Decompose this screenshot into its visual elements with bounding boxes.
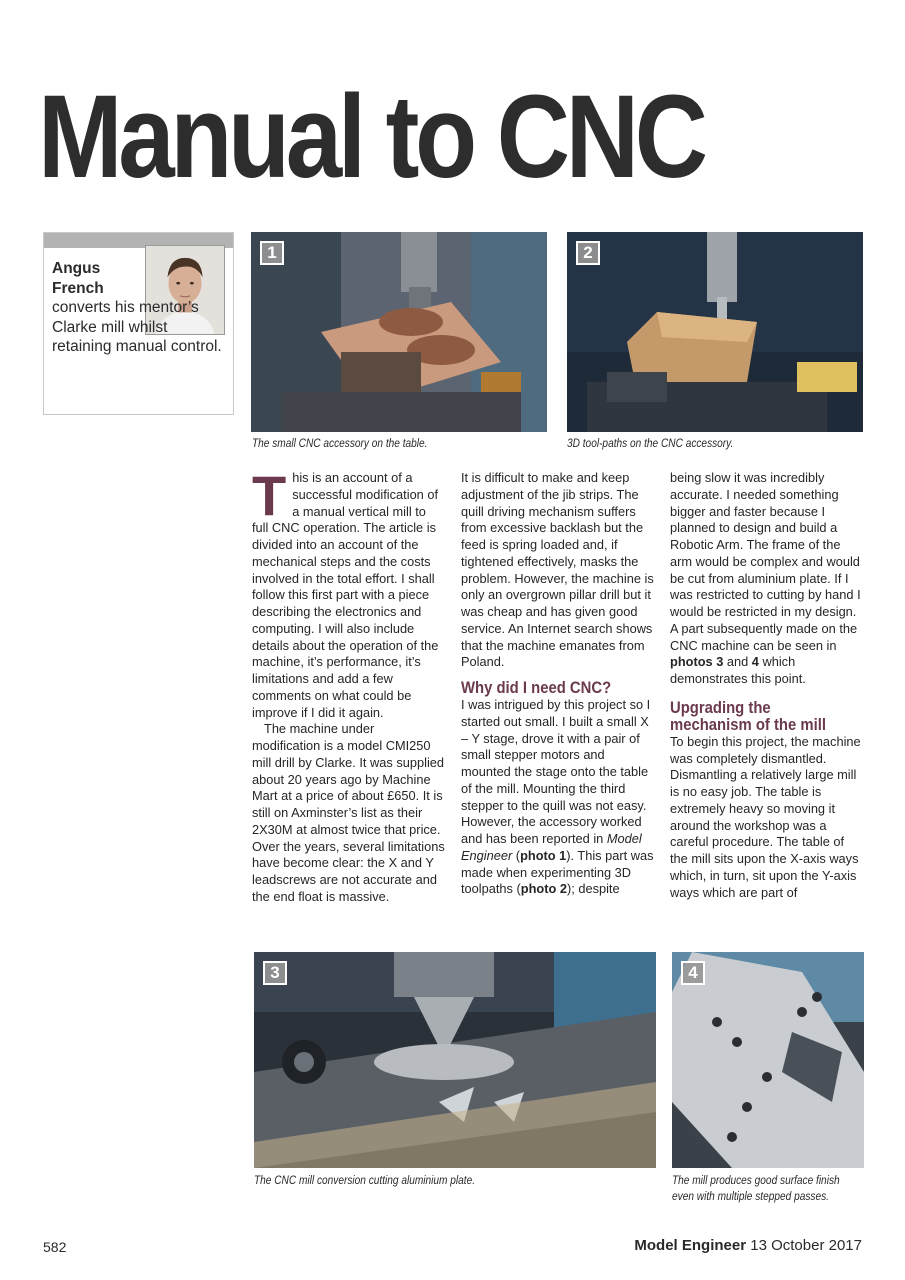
- author-box: [43, 232, 234, 415]
- subheading-upgrading-line2: mechanism of the mill: [670, 715, 826, 734]
- photo-2-ref: photo 2: [520, 881, 567, 897]
- col2-para1: It is difficult to make and keep adjustment of the jib strips. The quill driving mechanism suffers from excessive backlash but the feed is spring loaded and, if tightened effectively, masks the problem. However, the machine is only an overgrown pillar drill but it was cheap and has given good service. An Internet search shows that the machine emanates from Poland.: [461, 470, 654, 670]
- author-first-name: Angus: [52, 260, 101, 277]
- and-text: and: [723, 654, 752, 670]
- photo-4-caption: The mill produces good surface finish even with multiple stepped passes.: [672, 1175, 840, 1203]
- photo-1-caption: The small CNC accessory on the table.: [252, 438, 428, 450]
- author-intro: [52, 259, 230, 357]
- photo-2: [567, 232, 863, 432]
- photo-3-caption: The CNC mill conversion cutting aluminium plate.: [254, 1175, 476, 1187]
- col2-para2-text-a: I was intrigued by this project so I started out small. I built a small X – Y stage, drove it with a pair of small stepper motors and mounted the stage onto the table of the mill. Mounting the third stepper to the quill was not easy. However, the accessory worked and has been reported in: [461, 697, 651, 846]
- photo-2-number: 2: [576, 241, 600, 265]
- photo-1-image: [251, 232, 547, 432]
- col2-para2-text-b: ). This part was made when experimenting 3D toolpaths (: [461, 847, 654, 897]
- author-last-name: French: [52, 279, 104, 297]
- subheading-upgrading-line1: Upgrading the: [670, 698, 771, 717]
- col1-para2: The machine under modification is a model CMI250 mill drill by Clarke. It was supplied about 20 years ago by Machine Mart at a price of about £650. It is still on Axminster’s list as their 2X30M at almost twice that price. Over the years, several limitations have become clear: the X and Y leadscrews are not accurate and the end float is massive.: [252, 721, 445, 904]
- photo-2-image: [567, 232, 863, 432]
- body-column-2: [461, 470, 654, 898]
- body-column-1: [252, 464, 445, 906]
- drop-cap: T: [252, 464, 287, 527]
- photos-3-ref: photos 3: [670, 654, 724, 670]
- col1-para1: his is an account of a successful modification of a manual vertical mill to full CNC operation. The article is divided into an account of the mechanical steps and the costs involved in the total effort. I shall follow this first part with a piece describing the electronics and computing. I will also include details about the operation of the machine, it’s performance, it’s limitations and add a few comments on what could be improve if I did it again.: [252, 470, 439, 720]
- photo-4-ref: 4: [751, 654, 759, 670]
- photo-3-image: [254, 952, 656, 1168]
- col2-para2-text-c: ); despite: [566, 881, 620, 897]
- footer-masthead: [634, 1237, 862, 1254]
- footer-date: 13 October 2017: [750, 1237, 862, 1254]
- col3-para1: [670, 470, 863, 688]
- photo-1-ref: photo 1: [520, 847, 567, 863]
- photo-4-number: 4: [681, 961, 705, 985]
- journal-name: Model Engineer: [461, 831, 642, 863]
- photo-1-number: 1: [260, 241, 284, 265]
- photo-3: [254, 952, 656, 1168]
- page-number: 582: [43, 1239, 67, 1255]
- col3-para1-text-b: which demonstrates this point.: [670, 654, 806, 686]
- body-column-3: [670, 470, 863, 901]
- col3-para1-text-a: being slow it was incredibly accurate. I needed something bigger and faster because I planned to design and build a Robotic Arm. The frame of the arm would be complex and would be cut from aluminium plate. If I was restricted to cutting by hand I would be restricted in my design. A part subsequently made on the CNC machine can be seen in: [670, 470, 861, 653]
- photo-3-number: 3: [263, 961, 287, 985]
- article-title: Manual to CNC: [38, 71, 704, 203]
- footer-magazine: Model Engineer: [634, 1237, 747, 1254]
- col2-para2: [461, 697, 654, 898]
- photo-1: [251, 232, 547, 432]
- author-blurb: converts his mentor’s Clarke mill whilst retaining manual control.: [52, 299, 222, 356]
- paren-open: (: [512, 847, 521, 863]
- col3-para2: To begin this project, the machine was completely dismantled. Dismantling a relatively large mill is no easy job. The table is extremely heavy so moving it around the workshop was a careful procedure. The table of the mill sits upon the X-axis ways which, in turn, sit upon the Y-axis ways which are part of: [670, 733, 861, 900]
- photo-4: [672, 952, 864, 1168]
- subheading-why-cnc: Why did I need CNC?: [461, 679, 612, 697]
- photo-2-caption: 3D tool-paths on the CNC accessory.: [567, 438, 734, 450]
